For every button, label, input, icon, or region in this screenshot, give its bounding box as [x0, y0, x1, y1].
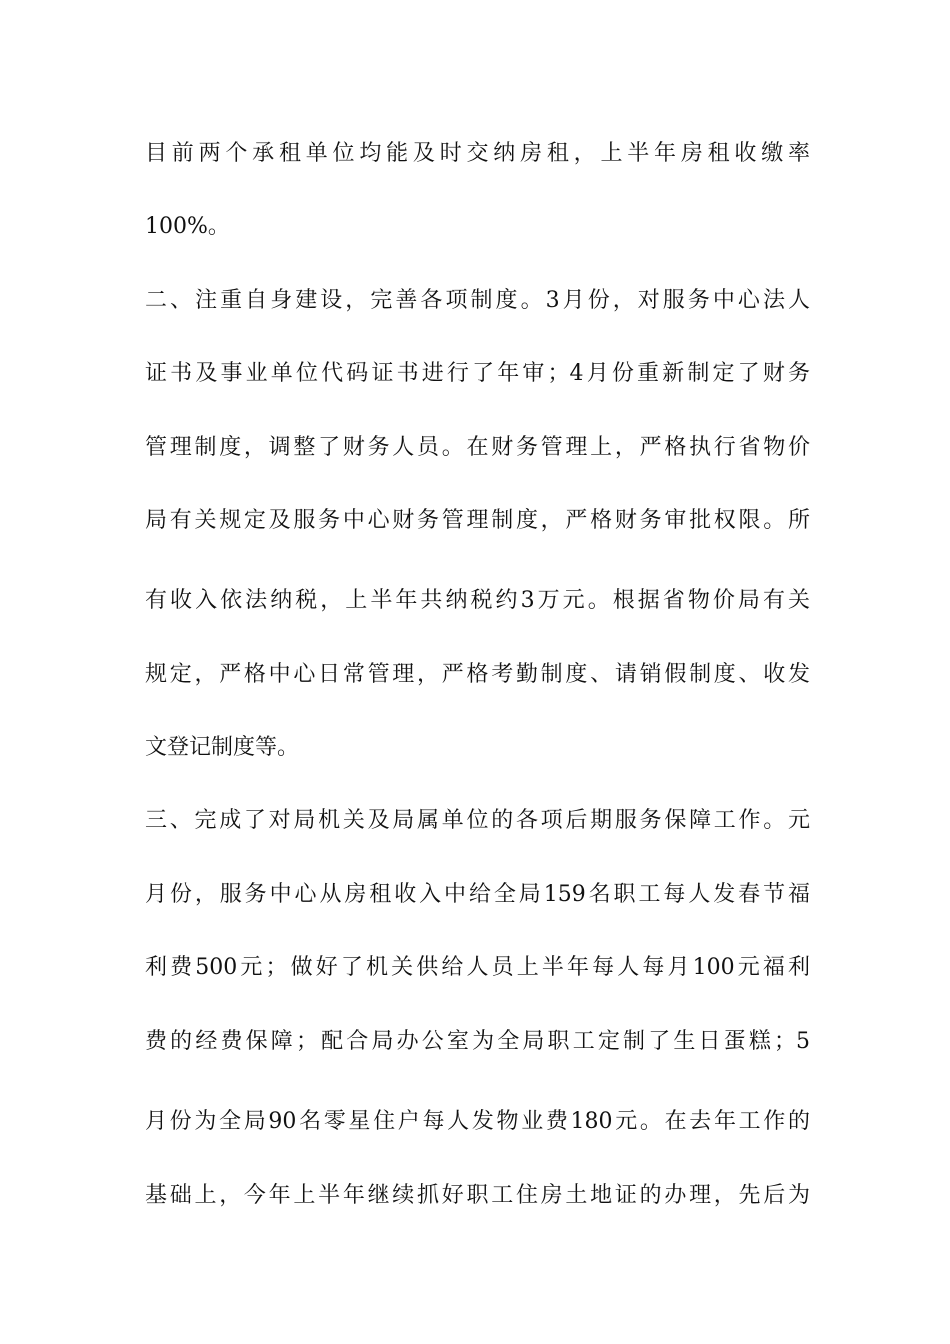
text-line: 目前两个承租单位均能及时交纳房租，上半年房租收缴率	[145, 141, 810, 166]
text-line: 月份为全局90名零星住户每人发物业费180元。在去年工作的	[145, 1109, 810, 1134]
text-line: 局有关规定及服务中心财务管理制度，严格财务审批权限。所	[145, 508, 810, 533]
text-line: 有收入依法纳税，上半年共纳税约3万元。根据省物价局有关	[145, 588, 810, 613]
text-line: 三、完成了对局机关及局属单位的各项后期服务保障工作。元	[145, 808, 810, 833]
text-line: 证书及事业单位代码证书进行了年审；4月份重新制定了财务	[145, 361, 810, 386]
text-line: 费的经费保障；配合局办公室为全局职工定制了生日蛋糕；5	[145, 1029, 810, 1054]
text-line: 基础上，今年上半年继续抓好职工住房土地证的办理，先后为	[145, 1183, 810, 1208]
text-line: 月份，服务中心从房租收入中给全局159名职工每人发春节福	[145, 882, 810, 907]
text-line: 100%。	[145, 214, 230, 239]
text-line: 文登记制度等。	[145, 735, 300, 760]
text-line: 二、注重自身建设，完善各项制度。3月份，对服务中心法人	[145, 288, 810, 313]
text-line: 管理制度，调整了财务人员。在财务管理上，严格执行省物价	[145, 435, 810, 460]
text-line: 规定，严格中心日常管理，严格考勤制度、请销假制度、收发	[145, 662, 810, 687]
text-line: 利费500元；做好了机关供给人员上半年每人每月100元福利	[145, 955, 810, 980]
